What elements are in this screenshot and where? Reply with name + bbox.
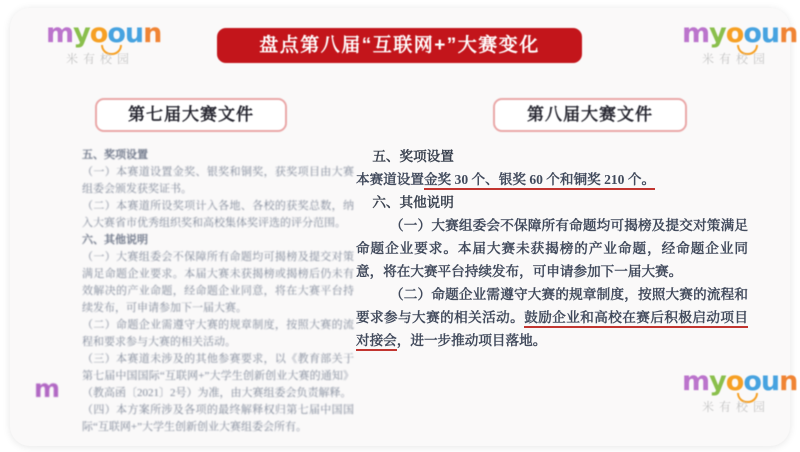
logo-letter: y	[709, 18, 726, 49]
paragraph: （一）本赛道设置金奖、银奖和铜奖，获奖项目由大赛组委会颁发获奖证书。	[82, 166, 354, 195]
brand-wordmark	[682, 20, 797, 47]
logo-letter: m	[682, 366, 710, 397]
seventh-edition-document	[82, 147, 354, 436]
section-heading-awards: 五、奖项设置	[372, 149, 454, 164]
underlined-highlight: 金奖 30 个、银奖 60 个和铜奖 210 个。	[424, 172, 655, 190]
logo-letter: u	[760, 18, 780, 49]
brand-wordmark	[46, 20, 161, 47]
slide-title-banner: 盘点第八届“互联网+”大赛变化	[217, 28, 582, 63]
paragraph-text: （二）命题企业需遵守大赛的规章制度，按照大赛的流程和要求参与大赛的相关活动。	[356, 287, 748, 325]
brand-watermark-letter: m	[34, 374, 61, 403]
section-heading-awards: 五、奖项设置	[82, 149, 148, 161]
logo-letter: o	[743, 18, 761, 49]
brand-subtitle: 米有校园	[66, 52, 135, 66]
brand-wordmark	[682, 368, 797, 395]
eighth-edition-header: 第八届大赛文件	[493, 98, 687, 132]
paragraph: （一）大赛组委会不保障所有命题均可揭榜及提交对策满足命题企业要求。本届大赛未获揭榜或揭榜后仍未有效解决的产业命题，经命题企业同意，将在大赛平台持续发布，可申请参加下一届大赛。	[82, 251, 354, 314]
logo-letter: o	[743, 366, 761, 397]
paragraph: （二）本赛道所设奖项计入各地、各校的获奖总数，纳入大赛省市优秀组织奖和高校集体奖评选的评分范围。	[82, 200, 354, 229]
logo-letter: u	[760, 366, 780, 397]
brand-subtitle: 米有校园	[702, 52, 771, 66]
logo-letter: m	[46, 18, 74, 49]
brand-logo-top-left	[46, 20, 161, 67]
logo-letter: u	[124, 18, 144, 49]
logo-letter: o	[89, 18, 108, 49]
logo-letter: y	[73, 18, 90, 49]
paragraph-text: 本赛道设置	[356, 172, 424, 187]
logo-letter: n	[143, 18, 162, 49]
seventh-edition-header: 第七届大赛文件	[95, 98, 287, 132]
eighth-edition-document	[356, 145, 748, 352]
paragraph: （三）本赛道未涉及的其他参赛要求，以《教育部关于第七届中国国际“互联网+”大学生创新创业大赛的通知》（教高函〔2021〕2号）为准，由大赛组委会负责解释。	[82, 353, 354, 399]
logo-letter: m	[682, 18, 710, 49]
logo-letter: o	[107, 18, 125, 49]
logo-letter: o	[725, 18, 744, 49]
brand-logo-top-right	[682, 20, 797, 67]
paragraph: （二）命题企业需遵守大赛的规章制度，按照大赛的流程和要求参与大赛的相关活动。	[82, 319, 354, 348]
paragraph: （四）本方案所涉及各项的最终解释权归第七届中国国际“互联网+”大学生创新创业大赛组委会所有。	[82, 404, 354, 433]
brand-subtitle: 米有校园	[702, 400, 771, 414]
paragraph-text: ，进一步推动项目落地。	[396, 333, 547, 348]
section-heading-other: 六、其他说明	[372, 195, 454, 210]
section-heading-other: 六、其他说明	[82, 234, 148, 246]
logo-letter: n	[779, 366, 798, 397]
paragraph: （一）大赛组委会不保障所有命题均可揭榜及提交对策满足命题企业要求。本届大赛未获揭榜的产业命题，经命题企业同意，将在大赛平台持续发布，可申请参加下一届大赛。	[356, 218, 748, 279]
brand-logo-bottom-right	[682, 368, 797, 415]
paragraph-awards	[356, 168, 748, 191]
logo-letter: y	[709, 366, 726, 397]
logo-letter: o	[725, 366, 744, 397]
underlined-highlight: 鼓励企业和高校在赛后积极启动项目对接会	[356, 310, 748, 351]
paragraph	[356, 283, 748, 352]
logo-letter: n	[779, 18, 798, 49]
